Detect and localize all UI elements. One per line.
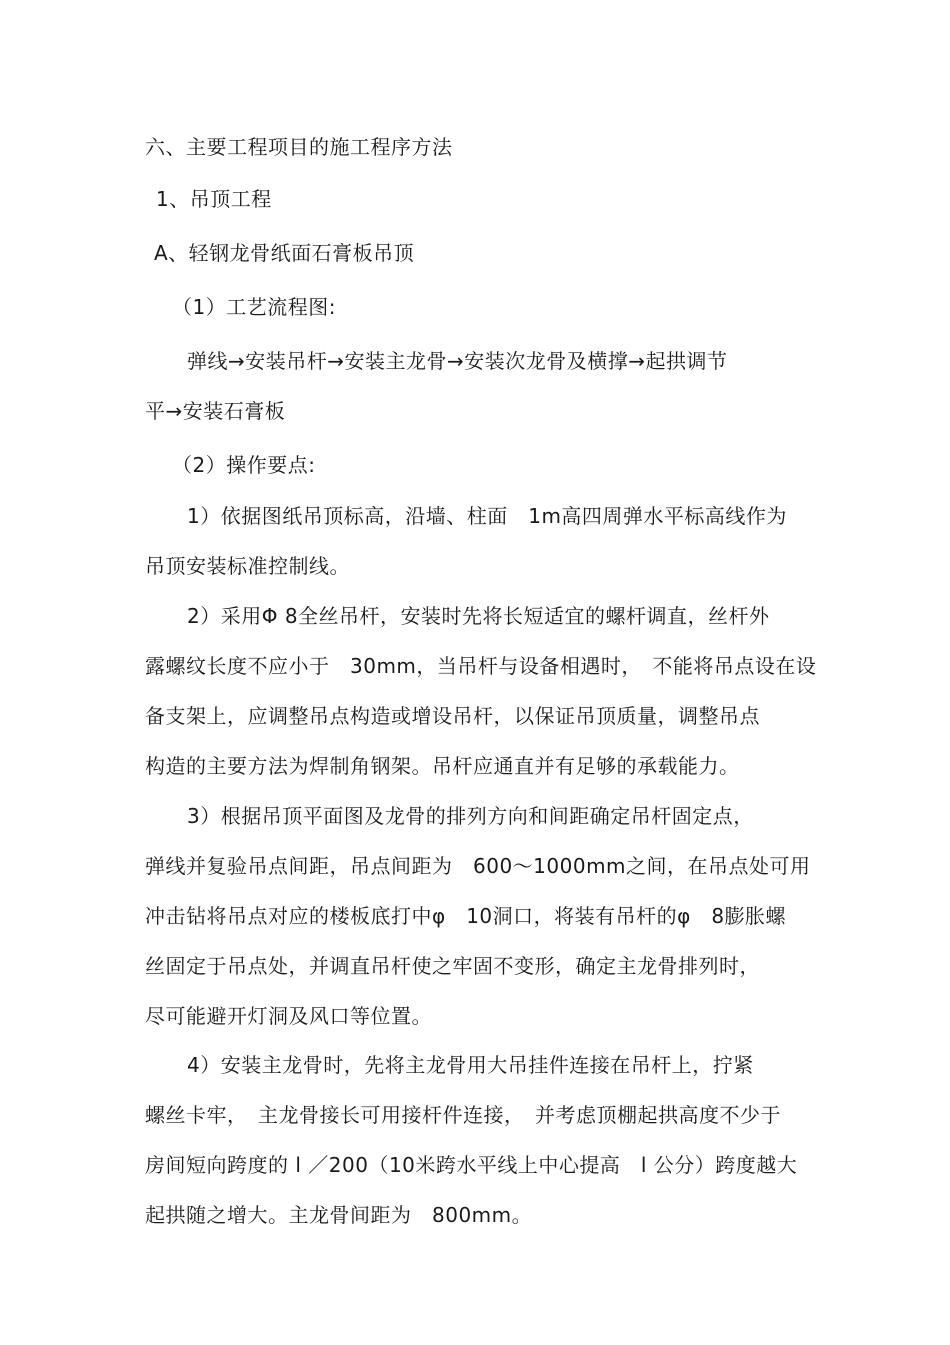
heading: 六、主要工程项目的施工程序方法 bbox=[145, 135, 453, 159]
paragraph-line: 露螺纹长度不应小于 30mm，当吊杆与设备相遇时， 不能将吊点设在设 bbox=[145, 654, 817, 678]
section-a-title: A、轻钢龙骨纸面石膏板吊顶 bbox=[154, 241, 415, 265]
paragraph-line: 4）安装主龙骨时，先将主龙骨用大吊挂件连接在吊杆上，拧紧 bbox=[187, 1053, 754, 1077]
paragraph-line: 起拱随之增大。主龙骨间距为 800mm。 bbox=[145, 1203, 533, 1227]
paragraph-line: 2）采用Φ 8全丝吊杆，安装时先将长短适宜的螺杆调直，丝杆外 bbox=[187, 604, 770, 628]
flow-line: 平→安装石膏板 bbox=[145, 399, 286, 423]
paragraph-line: 吊顶安装标准控制线。 bbox=[145, 554, 350, 578]
paragraph-line: 3）根据吊顶平面图及龙骨的排列方向和间距确定吊杆固定点， bbox=[187, 804, 754, 828]
paragraph-line: 丝固定于吊点处，并调直吊杆使之牢固不变形，确定主龙骨排列时， bbox=[145, 954, 760, 978]
paragraph-line: 构造的主要方法为焊制角钢架。吊杆应通直并有足够的承载能力。 bbox=[145, 754, 740, 778]
paragraph-line: 冲击钻将吊点对应的楼板底打中φ 10洞口，将装有吊杆的φ 8膨胀螺 bbox=[145, 904, 787, 928]
flow-line: 弹线→安装吊杆→安装主龙骨→安装次龙骨及横撑→起拱调节 bbox=[187, 349, 728, 373]
paragraph-line: 1）依据图纸吊顶标高，沿墙、柱面 1m高四周弹水平标高线作为 bbox=[187, 504, 787, 528]
flow-title: （1）工艺流程图: bbox=[172, 295, 336, 319]
paragraph-line: 弹线并复验吊点间距，吊点间距为 600～1000mm之间，在吊点处可用 bbox=[145, 854, 811, 878]
paragraph-line: 尽可能避开灯洞及风口等位置。 bbox=[145, 1004, 432, 1028]
paragraph-line: 螺丝卡牢， 主龙骨接长可用接杆件连接， 并考虑顶棚起拱高度不少于 bbox=[145, 1103, 781, 1127]
paragraph-line: 备支架上，应调整吊点构造或增设吊杆，以保证吊顶质量，调整吊点 bbox=[145, 704, 760, 728]
ops-title: （2）操作要点: bbox=[172, 453, 316, 477]
paragraph-line: 房间短向跨度的 l ／200（10米跨水平线上中心提高 l 公分）跨度越大 bbox=[145, 1153, 798, 1177]
section-1-title: 1、吊顶工程 bbox=[156, 187, 272, 211]
